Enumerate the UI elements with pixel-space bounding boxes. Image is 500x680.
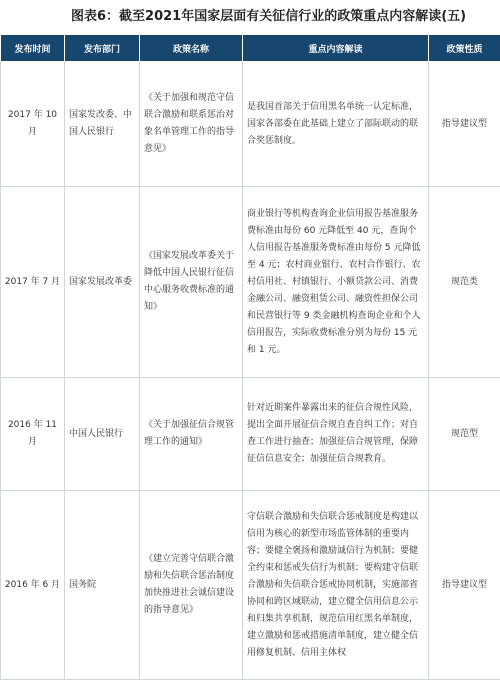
header-department: 发布部门 (65, 35, 140, 62)
cell-date: 2016 年 6 月 (1, 491, 65, 680)
cell-policy-name: 《关于加强和规范守信联合激励和联系惩治对象名单管理工作的指导意见》 (140, 62, 243, 187)
cell-department: 国务院 (65, 491, 140, 680)
cell-department: 国家发改委、中国人民银行 (65, 62, 140, 187)
cell-key-content: 商业银行等机构查询企业信用报告基准服务费标准由每份 60 元降低至 40 元，查询个人信用报告基准服务费标准由每份 5 元降低至 4 元；农村商业银行、农村合作银行、农村信用社、村镇银行、小额贷款公司、消费金融公司、融资租赁公司、融资性担保公司和民营银行等 9 类金融机构查询企业和个人信用报告，实际收费标准分别为每份 15 元和 1 元。 (243, 187, 429, 378)
cell-date: 2016 年 11 月 (1, 378, 65, 491)
header-policy-name: 政策名称 (140, 35, 243, 62)
cell-key-content: 针对近期案件暴露出来的征信合规性风险，提出全面开展征信合规自查自纠工作；对自查工作进行抽查；加强征信合规管理，保障征信信息安全；加强征信合规教育。 (243, 378, 429, 491)
cell-date: 2017 年 7 月 (1, 187, 65, 378)
cell-key-content: 守信联合激励和失信联合惩戒制度是构建以信用为核心的新型市场监管体制的重要内容；要健全褒扬和激励诚信行为机制；要健全约束和惩戒失信行为机制；要构建守信联合激励和失信联合惩戒协同机制，实施部省协同和跨区域联动，建立健全信用信息公示和归集共享机制，规范信用红黑名单制度，建立激励和惩戒措施清单制度，建立健全信用修复机制、信用主体权 (243, 491, 429, 680)
table-row (1, 187, 500, 378)
cell-policy-name: 《国家发展改革委关于降低中国人民银行征信中心服务收费标准的通知》 (140, 187, 243, 378)
cell-policy-nature: 规范类 (429, 187, 500, 378)
table-header-row (1, 35, 500, 62)
cell-department: 国家发展改革委 (65, 187, 140, 378)
table-row (1, 62, 500, 187)
figure-title: 图表6：截至2021年国家层面有关征信行业的政策重点内容解读(五) (0, 0, 500, 34)
header-key-content: 重点内容解读 (243, 35, 429, 62)
table-row (1, 378, 500, 491)
cell-policy-nature: 指导建议型 (429, 491, 500, 680)
header-date: 发布时间 (1, 35, 65, 62)
header-policy-nature: 政策性质 (429, 35, 500, 62)
cell-date: 2017 年 10 月 (1, 62, 65, 187)
cell-policy-name: 《关于加强征信合规管理工作的通知》 (140, 378, 243, 491)
cell-policy-name: 《建立完善守信联合激励和失信联合惩治制度加快推进社会诚信建设的指导意见》 (140, 491, 243, 680)
policy-table (0, 34, 500, 680)
cell-key-content: 是我国首部关于信用黑名单统一认定标准，国家各部委在此基础上建立了部际联动的联合奖惩制度。 (243, 62, 429, 187)
cell-policy-nature: 指导建议型 (429, 62, 500, 187)
table-row (1, 491, 500, 680)
cell-department: 中国人民银行 (65, 378, 140, 491)
cell-policy-nature: 规范型 (429, 378, 500, 491)
